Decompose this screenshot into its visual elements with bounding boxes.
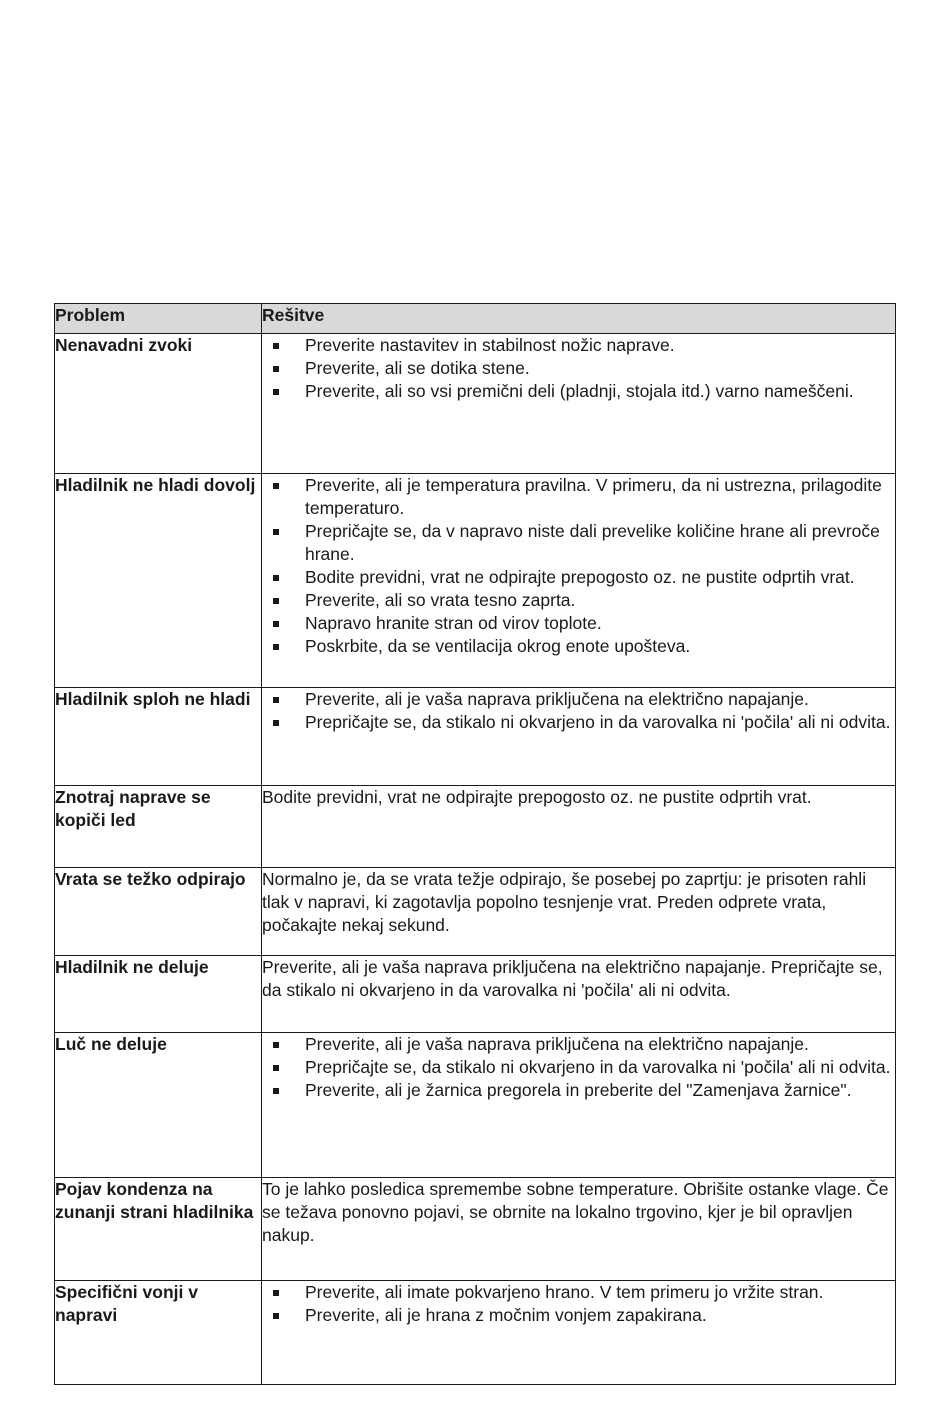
solution-cell: To je lahko posledica spremembe sobne temperature. Obrišite ostanke vlage. Če se težava ponovno pojavi, se obrnite na lokalno trgovino, kjer je bil opravljen nakup. — [262, 1178, 896, 1281]
bullet-square-icon — [273, 1290, 279, 1296]
solution-item: Preverite, ali je žarnica pregorela in preberite del "Zamenjava žarnice". — [262, 1079, 895, 1102]
table-row — [55, 474, 896, 688]
table-row — [55, 688, 896, 786]
solution-item: Preverite, ali je vaša naprava priključena na električno napajanje. — [262, 688, 895, 711]
solution-item: Preverite nastavitev in stabilnost nožic naprave. — [262, 334, 895, 357]
header-problem: Problem — [55, 304, 262, 334]
solution-item: Prepričajte se, da v napravo niste dali prevelike količine hrane ali prevroče hrane. — [262, 520, 895, 566]
solution-list — [262, 474, 895, 658]
solution-item: Poskrbite, da se ventilacija okrog enote upošteva. — [262, 635, 895, 658]
bullet-square-icon — [273, 366, 279, 372]
bullet-square-icon — [273, 343, 279, 349]
solution-item: Preverite, ali so vsi premični deli (pladnji, stojala itd.) varno nameščeni. — [262, 380, 895, 403]
problem-cell: Hladilnik ne hladi dovolj — [55, 474, 262, 688]
solution-list — [262, 334, 895, 403]
problem-cell: Nenavadni zvoki — [55, 334, 262, 474]
solution-item: Prepričajte se, da stikalo ni okvarjeno in da varovalka ni 'počila' ali ni odvita. — [262, 1056, 895, 1079]
solution-item: Napravo hranite stran od virov toplote. — [262, 612, 895, 635]
solution-cell — [262, 1033, 896, 1178]
solution-item: Preverite, ali je temperatura pravilna. V primeru, da ni ustrezna, prilagodite temperaturo. — [262, 474, 895, 520]
bullet-square-icon — [273, 1042, 279, 1048]
solution-item: Preverite, ali imate pokvarjeno hrano. V tem primeru jo vržite stran. — [262, 1281, 895, 1304]
problem-cell: Znotraj naprave se kopiči led — [55, 786, 262, 868]
table-row — [55, 1033, 896, 1178]
table-row — [55, 1178, 896, 1281]
solution-cell — [262, 474, 896, 688]
table-row — [55, 1281, 896, 1385]
troubleshooting-table — [54, 303, 896, 1385]
solution-cell: Bodite previdni, vrat ne odpirajte prepogosto oz. ne pustite odprtih vrat. — [262, 786, 896, 868]
bullet-square-icon — [273, 644, 279, 650]
table-row — [55, 334, 896, 474]
bullet-square-icon — [273, 1313, 279, 1319]
solution-cell — [262, 334, 896, 474]
solution-item: Preverite, ali je vaša naprava priključena na električno napajanje. — [262, 1033, 895, 1056]
solution-cell: Normalno je, da se vrata težje odpirajo, še posebej po zaprtju: je prisoten rahli tlak v napravi, ki zagotavlja popolno tesnjenje vrat. Preden odprete vrata, počakajte nekaj sekund. — [262, 868, 896, 956]
problem-cell: Luč ne deluje — [55, 1033, 262, 1178]
table-header-row — [55, 304, 896, 334]
bullet-square-icon — [273, 389, 279, 395]
solution-cell: Preverite, ali je vaša naprava priključena na električno napajanje. Prepričajte se, da stikalo ni okvarjeno in da varovalka ni 'počila' ali ni odvita. — [262, 956, 896, 1033]
bullet-square-icon — [273, 483, 279, 489]
problem-cell: Vrata se težko odpirajo — [55, 868, 262, 956]
bullet-square-icon — [273, 529, 279, 535]
problem-cell: Hladilnik ne deluje — [55, 956, 262, 1033]
solution-list — [262, 688, 895, 734]
bullet-square-icon — [273, 697, 279, 703]
problem-cell: Pojav kondenza na zunanji strani hladilnika — [55, 1178, 262, 1281]
bullet-square-icon — [273, 598, 279, 604]
table-row — [55, 786, 896, 868]
problem-cell: Hladilnik sploh ne hladi — [55, 688, 262, 786]
solution-item: Preverite, ali so vrata tesno zaprta. — [262, 589, 895, 612]
bullet-square-icon — [273, 1088, 279, 1094]
solution-item: Preverite, ali se dotika stene. — [262, 357, 895, 380]
solution-list — [262, 1281, 895, 1327]
bullet-square-icon — [273, 575, 279, 581]
header-solutions: Rešitve — [262, 304, 896, 334]
bullet-square-icon — [273, 720, 279, 726]
solution-item: Preverite, ali je hrana z močnim vonjem zapakirana. — [262, 1304, 895, 1327]
bullet-square-icon — [273, 1065, 279, 1071]
solution-item: Bodite previdni, vrat ne odpirajte prepogosto oz. ne pustite odprtih vrat. — [262, 566, 895, 589]
table-row — [55, 868, 896, 956]
table-row — [55, 956, 896, 1033]
solution-cell — [262, 688, 896, 786]
solution-cell — [262, 1281, 896, 1385]
solution-item: Prepričajte se, da stikalo ni okvarjeno in da varovalka ni 'počila' ali ni odvita. — [262, 711, 895, 734]
solution-list — [262, 1033, 895, 1102]
bullet-square-icon — [273, 621, 279, 627]
problem-cell: Specifični vonji v napravi — [55, 1281, 262, 1385]
